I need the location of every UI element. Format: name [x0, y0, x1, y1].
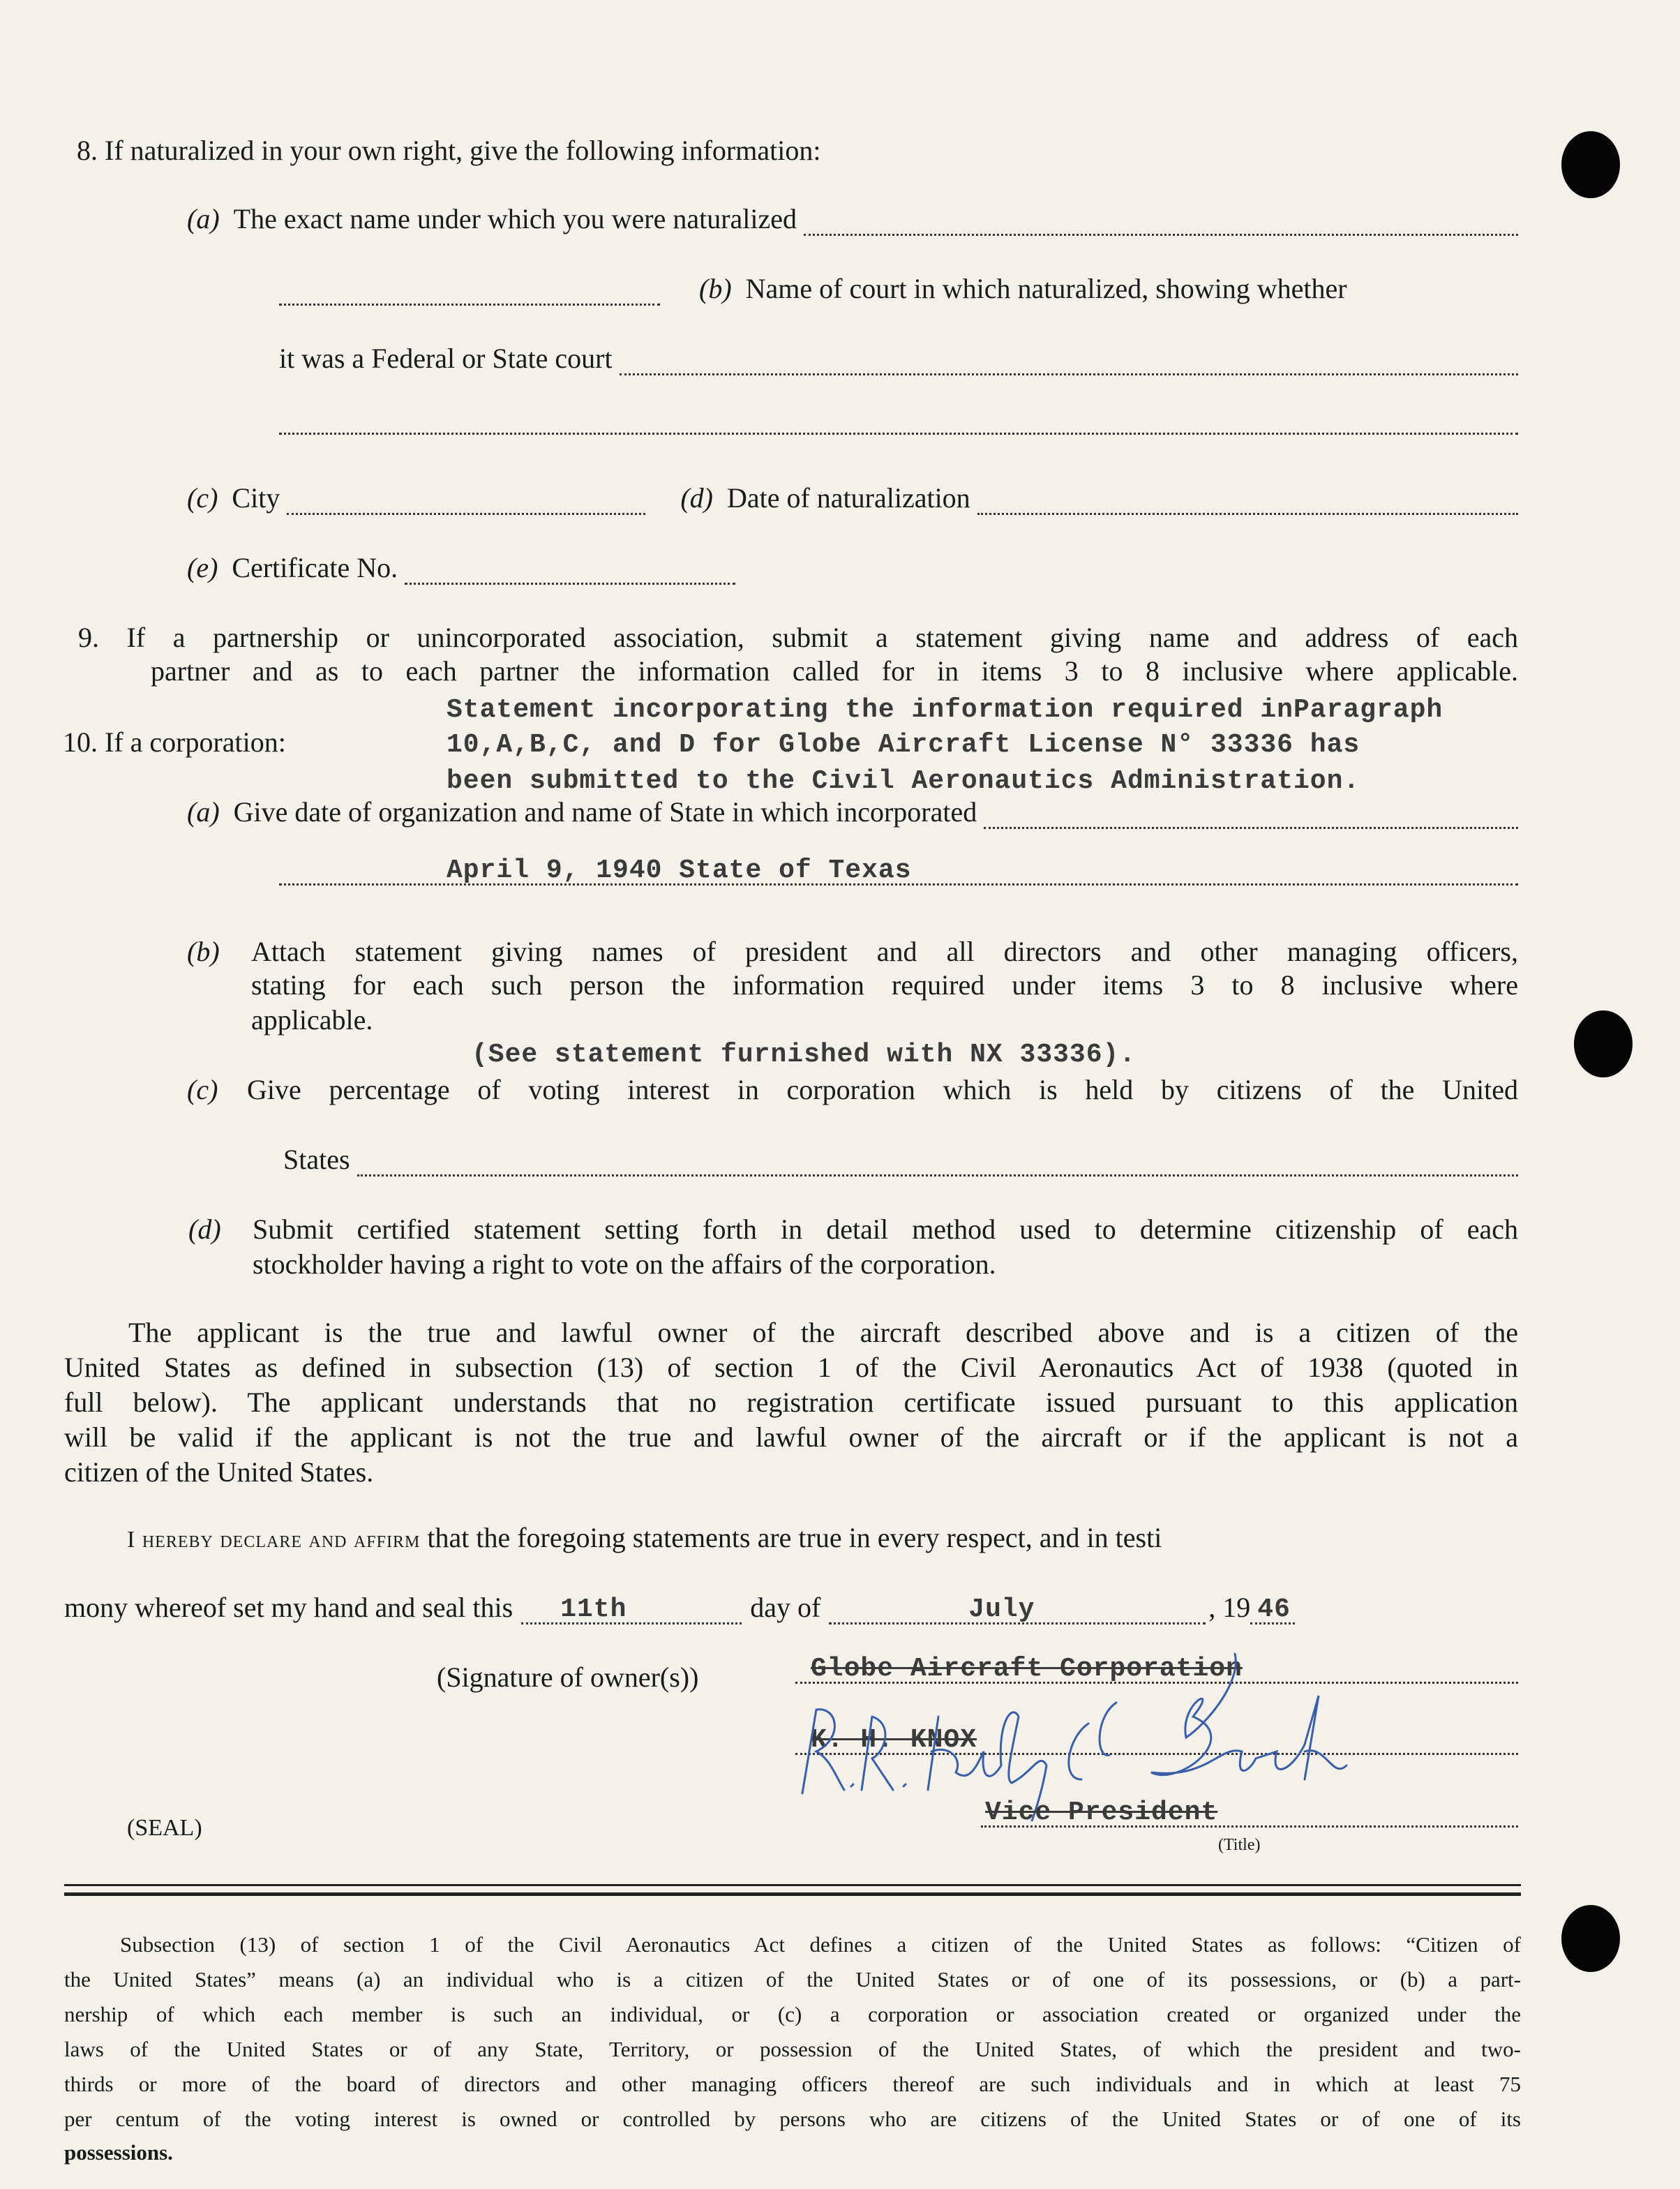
naturalized-name-field-cont[interactable] [279, 283, 660, 306]
title-label: (Title) [1218, 1836, 1261, 1854]
item8b-label: (b) [699, 273, 732, 304]
court-field[interactable] [620, 352, 1518, 375]
item10d-line: stockholder having a right to vote on the affairs of the corporation. [253, 1248, 996, 1280]
footnote-line: per centum of the voting interest is owned or controlled by persons who are citizens of the United States or of one of its [64, 2107, 1521, 2131]
item10a-text: Give date of organization and name of State in which incorporated [233, 796, 977, 828]
item10b-label [187, 935, 220, 969]
item8a-text: The exact name under which you were naturalized [233, 203, 797, 234]
naturalized-name-field[interactable] [804, 213, 1518, 236]
item10-heading: 10. If a corporation: [63, 726, 286, 758]
item10a-label: (a) [187, 796, 220, 828]
item9-line1: 9. If a partnership or unincorporated association, submit a statement giving name and address of each [78, 622, 1518, 653]
footnote-last-line: possessions. [64, 2140, 173, 2165]
month-field[interactable] [829, 1594, 1206, 1624]
item10b-typed: (See statement furnished with NX 33336). [472, 1040, 1137, 1070]
incorporation-value-field[interactable] [279, 856, 1518, 886]
item8-heading: 8. If naturalized in your own right, give the following information: [77, 135, 821, 166]
item8c-label: (c) [187, 482, 218, 514]
signature-label: (Signature of owner(s)) [437, 1661, 699, 1693]
year-prefix: , 19 [1208, 1592, 1251, 1623]
item8b-text: Name of court in which naturalized, showing whether [745, 273, 1347, 304]
incorporation-field[interactable] [984, 806, 1518, 829]
item8d-text: Date of naturalization [726, 482, 970, 514]
court-field-cont-row [279, 412, 1518, 435]
item8e-row [187, 551, 735, 585]
item8e-label: (e) [187, 552, 218, 583]
voting-percentage-field[interactable] [357, 1153, 1518, 1176]
typed-statement-line: Statement incorporating the information required inParagraph [447, 695, 1443, 725]
certificate-number-field[interactable] [405, 562, 735, 585]
item8c-text: City [232, 482, 280, 514]
item8b-cont: it was a Federal or State court [279, 343, 613, 374]
footnote-line: laws of the United States or of any State, Territory, or possession of the United States, of which the president and two- [64, 2037, 1521, 2061]
punch-hole [1561, 131, 1620, 198]
item10c-label-text: (c) [187, 1074, 218, 1105]
year-value: 46 [1257, 1594, 1291, 1624]
punch-hole [1574, 1010, 1633, 1077]
seal-label: (SEAL) [127, 1815, 202, 1841]
item10d-line: Submit certified statement setting forth in detail method used to determine citizenship of each [253, 1213, 1518, 1245]
owner-typed: Globe Aircraft Corporation [811, 1654, 1243, 1684]
title-field[interactable] [981, 1798, 1518, 1828]
signer-typed: K. H. KNOX [811, 1725, 977, 1755]
day-field[interactable] [521, 1594, 742, 1624]
footnote-line: Subsection (13) of section 1 of the Civil Aeronautics Act defines a citizen of the United States as follows: “Citizen of [120, 1932, 1521, 1957]
item8b-row [279, 272, 1518, 306]
item10b-line: stating for each such person the information required under items 3 to 8 inclusive where [251, 969, 1518, 1001]
item10b-line: Attach statement giving names of president and all directors and other managing officers, [251, 936, 1518, 967]
court-field-cont[interactable] [279, 412, 1518, 435]
mony-line [64, 1591, 1295, 1624]
divider [64, 1892, 1521, 1896]
item10c-label [187, 1073, 218, 1107]
affirm-lead: I hereby declare and affirm [127, 1527, 421, 1553]
day-of-text: day of [750, 1592, 821, 1623]
item10d-label [188, 1213, 221, 1246]
footnote-line: nership of which each member is such an individual, or (c) a corporation or association created or organized under the [64, 2002, 1521, 2026]
item9-line2: partner and as to each partner the information called for in items 3 to 8 inclusive where applicable. [151, 655, 1518, 687]
item8b-cont-row [279, 342, 1518, 375]
declaration-line: citizen of the United States. [64, 1456, 374, 1488]
item10c-cont-row [283, 1143, 1518, 1176]
declaration-line: full below). The applicant understands that no registration certificate issued pursuant to this application [64, 1387, 1518, 1418]
month-value: July [968, 1594, 1035, 1624]
affirm-rest: that the foregoing statements are true in every respect, and in testi [427, 1522, 1162, 1553]
item10d-label-text: (d) [188, 1213, 221, 1245]
footnote-line: the United States” means (a) an individual who is a citizen of the United States or of one of its possessions, or (b) a part- [64, 1967, 1521, 1992]
item10c-text: Give percentage of voting interest in corporation which is held by citizens of the United [247, 1074, 1518, 1105]
declaration-line: United States as defined in subsection (13) of section 1 of the Civil Aeronautics Act of 1938 (quoted in [64, 1352, 1518, 1383]
handwritten-signature [788, 1640, 1416, 1821]
footnote-line: thirds or more of the board of directors and other managing officers thereof are such individuals and in which at least 75 [64, 2072, 1521, 2096]
item10b-line: applicable. [251, 1004, 373, 1036]
item10c-cont: States [283, 1144, 350, 1175]
item10a-row [187, 795, 1518, 829]
naturalization-date-field[interactable] [977, 492, 1518, 515]
item8cd-row [187, 481, 1518, 515]
title-row [981, 1798, 1518, 1828]
item8e-text: Certificate No. [232, 552, 398, 583]
day-value: 11th [560, 1594, 627, 1624]
year-field[interactable] [1250, 1594, 1295, 1624]
mony-text: mony whereof set my hand and seal this [64, 1592, 513, 1623]
divider [64, 1884, 1521, 1886]
item8a-row [187, 202, 1518, 236]
affirm-line [127, 1521, 1518, 1557]
incorporation-value-row [279, 856, 1518, 886]
item8d-label: (d) [680, 482, 713, 514]
incorporation-value: April 9, 1940 State of Texas [447, 856, 912, 886]
item10b-label-text: (b) [187, 936, 220, 967]
title-typed: Vice President [985, 1798, 1218, 1828]
punch-hole [1561, 1905, 1620, 1972]
declaration-line: will be valid if the applicant is not the true and lawful owner of the aircraft or if the applicant is not a [64, 1421, 1518, 1453]
typed-statement-line: been submitted to the Civil Aeronautics Administration. [447, 766, 1360, 796]
typed-statement-line: 10,A,B,C, and D for Globe Aircraft License N° 33336 has [447, 730, 1360, 760]
item8a-label: (a) [187, 203, 220, 234]
declaration-line: The applicant is the true and lawful owner of the aircraft described above and is a citizen of the [128, 1317, 1518, 1348]
city-field[interactable] [287, 492, 645, 515]
